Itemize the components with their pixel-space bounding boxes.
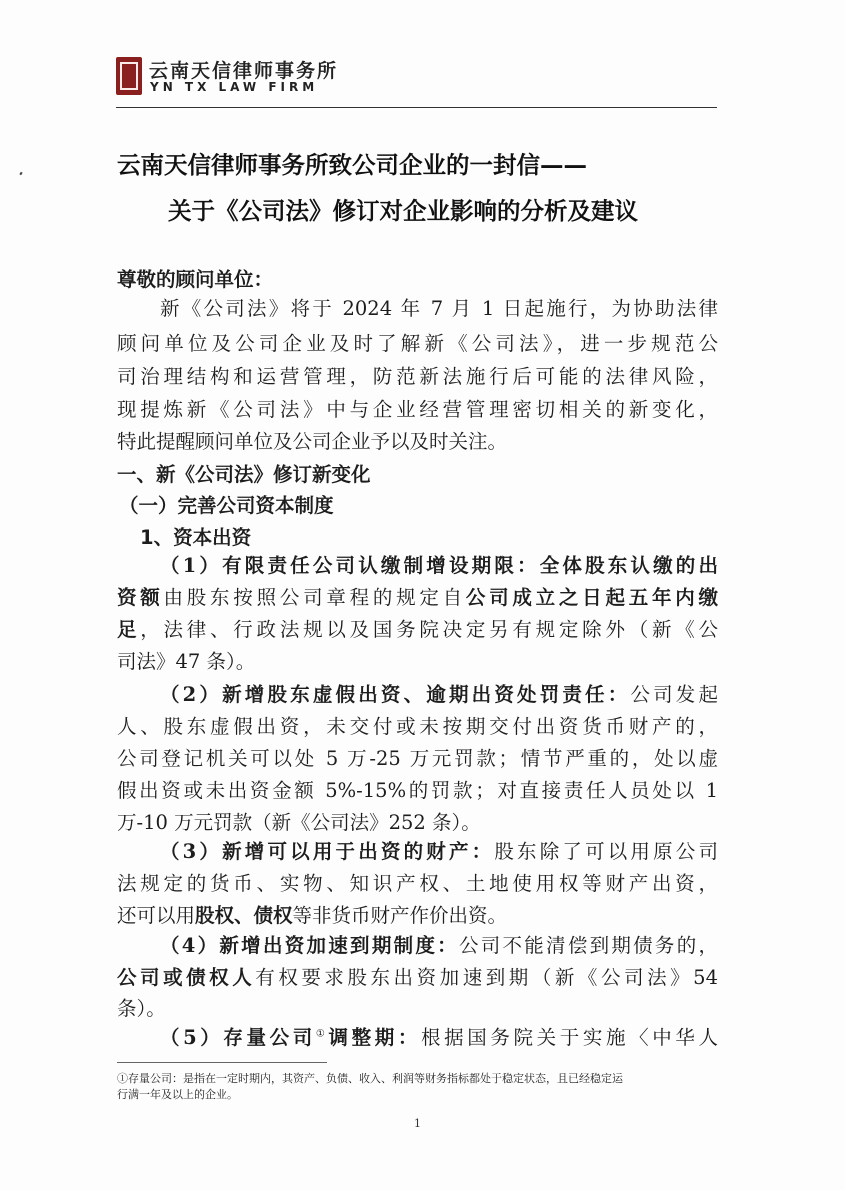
firm-name-en: YN TX LAW FIRM <box>150 80 319 94</box>
document-title-line2: 关于《公司法》修订对企业影响的分析及建议 <box>168 197 638 225</box>
p2-line: （2）新增股东虚假出资、逾期出资处罚责任：公司发起 <box>160 683 718 706</box>
intro-line: 新《公司法》将于 2024 年 7 月 1 日起施行，为协助法律 <box>160 297 718 320</box>
p2-line: 万-10 万元罚款（新《公司法》252 条）。 <box>117 811 481 834</box>
p2-line: 公司登记机关可以处 5 万-25 万元罚款；情节严重的，处以虚 <box>117 747 718 770</box>
intro-line: 司治理结构和运营管理，防范新法施行后可能的法律风险， <box>117 365 718 388</box>
firm-name-cn: 云南天信律师事务所 <box>149 60 339 82</box>
p4-line: （4）新增出资加速到期制度：公司不能清偿到期债务的， <box>160 934 718 957</box>
greeting: 尊敬的顾问单位： <box>117 268 274 291</box>
p1-line: 司法》47 条）。 <box>117 650 256 673</box>
intro-line: 特此提醒顾问单位及公司企业予以及时关注。 <box>117 430 508 453</box>
footnote-line: ①存量公司：是指在一定时期内，其资产、负债、收入、利润等财务指标都处于稳定状态，且已经稳定运 <box>117 1072 623 1085</box>
footnote-divider <box>117 1062 327 1063</box>
p3-line: （3）新增可以用于出资的财产：股东除了可以用原公司 <box>160 840 718 863</box>
p1-line: 资额由股东按照公司章程的规定自公司成立之日起五年内缴 <box>117 586 718 609</box>
document-title-line1: 云南天信律师事务所致公司企业的一封信—— <box>117 151 587 179</box>
footnote-marker: ① <box>315 1028 329 1040</box>
item-heading: 1、资本出资 <box>140 526 252 549</box>
firm-logo <box>116 57 142 95</box>
p5-line: （5）存量公司①调整期：根据国务院关于实施〈中华人 <box>160 1026 718 1049</box>
intro-line: 顾问单位及公司企业及时了解新《公司法》，进一步规范公 <box>117 332 718 355</box>
p4-line: 公司或债权人有权要求股东出资加速到期（新《公司法》54 <box>117 966 718 989</box>
p1-line: 足，法律、行政法规以及国务院决定另有规定除外（新《公 <box>117 618 718 641</box>
page-number: 1 <box>414 1117 421 1130</box>
p3-line: 法规定的货币、实物、知识产权、土地使用权等财产出资， <box>117 872 718 895</box>
subsection-heading: （一）完善公司资本制度 <box>119 494 334 517</box>
footnote-line: 行满一年及以上的企业。 <box>117 1088 238 1101</box>
p1-line: （1）有限责任公司认缴制增设期限：全体股东认缴的出 <box>160 554 718 577</box>
p2-line: 假出资或未出资金额 5%-15%的罚款；对直接责任人员处以 1 <box>117 779 718 802</box>
p3-line: 还可以用股权、债权等非货币财产作价出资。 <box>117 904 508 927</box>
p4-line: 条）。 <box>117 997 166 1020</box>
intro-line: 现提炼新《公司法》中与企业经营管理密切相关的新变化， <box>117 398 718 421</box>
section-heading: 一、新《公司法》修订新变化 <box>117 463 371 486</box>
scan-speck <box>19 172 22 176</box>
p2-line: 人、股东虚假出资，未交付或未按期交付出资货币财产的， <box>117 715 718 738</box>
header-divider <box>116 107 717 108</box>
